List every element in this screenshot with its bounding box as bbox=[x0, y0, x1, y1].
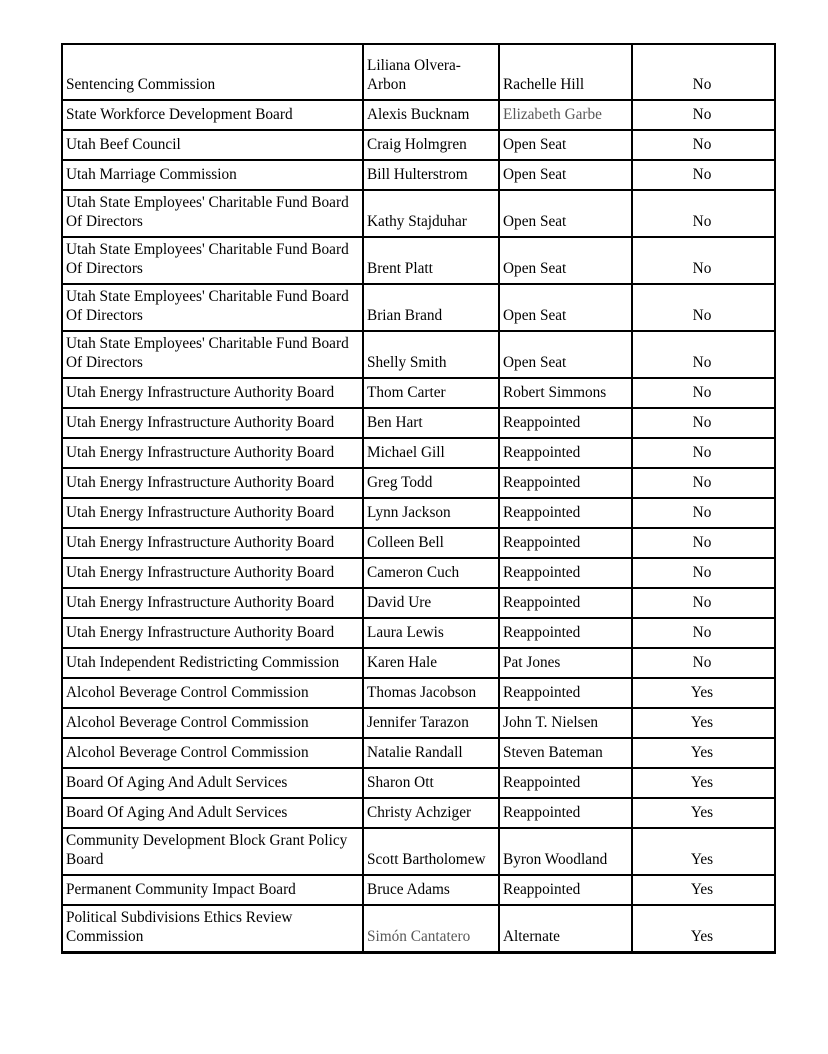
confirmation-cell bbox=[632, 160, 775, 190]
appointee-cell bbox=[363, 160, 499, 190]
replaces-cell bbox=[499, 648, 632, 678]
table-row bbox=[62, 588, 775, 618]
appointee-cell-text: Michael Gill bbox=[367, 444, 445, 461]
replaces-cell-text: Reappointed bbox=[503, 534, 581, 551]
board-cell-text: Utah Energy Infrastructure Authority Board bbox=[66, 624, 335, 641]
board-cell-text: Community Development Block Grant Policy Board bbox=[66, 832, 348, 868]
appointments-table-body bbox=[62, 44, 775, 953]
appointee-cell-text: Bruce Adams bbox=[367, 881, 450, 898]
replaces-cell-text: Reappointed bbox=[503, 414, 581, 431]
replaces-cell bbox=[499, 468, 632, 498]
confirmation-cell bbox=[632, 875, 775, 905]
replaces-cell-text: Open Seat bbox=[503, 136, 567, 153]
replaces-cell bbox=[499, 160, 632, 190]
board-cell-text: Board Of Aging And Adult Services bbox=[66, 804, 288, 821]
appointee-cell-text: Kathy Stajduhar bbox=[367, 213, 467, 230]
replaces-cell-text: Open Seat bbox=[503, 213, 567, 230]
appointee-cell-text: Simón Cantatero bbox=[367, 928, 471, 945]
table-row bbox=[62, 378, 775, 408]
table-row bbox=[62, 875, 775, 905]
board-cell-text: Alcohol Beverage Control Commission bbox=[66, 714, 309, 731]
board-cell-text: Utah Energy Infrastructure Authority Board bbox=[66, 594, 335, 611]
appointee-cell bbox=[363, 618, 499, 648]
board-cell bbox=[62, 44, 363, 100]
table-row bbox=[62, 130, 775, 160]
board-cell bbox=[62, 438, 363, 468]
confirmation-cell bbox=[632, 378, 775, 408]
board-cell-text: Utah Energy Infrastructure Authority Board bbox=[66, 414, 335, 431]
replaces-cell bbox=[499, 438, 632, 468]
board-cell bbox=[62, 648, 363, 678]
confirmation-cell bbox=[632, 408, 775, 438]
confirmation-cell-text: No bbox=[692, 504, 712, 521]
board-cell-text: Alcohol Beverage Control Commission bbox=[66, 744, 309, 761]
confirmation-cell-text: Yes bbox=[690, 744, 714, 761]
replaces-cell-text: Open Seat bbox=[503, 354, 567, 371]
appointee-cell bbox=[363, 875, 499, 905]
replaces-cell bbox=[499, 100, 632, 130]
confirmation-cell bbox=[632, 738, 775, 768]
confirmation-cell bbox=[632, 588, 775, 618]
replaces-cell-text: Open Seat bbox=[503, 307, 567, 324]
confirmation-cell-text: No bbox=[692, 624, 712, 641]
confirmation-cell-text: Yes bbox=[690, 774, 714, 791]
confirmation-cell-text: No bbox=[692, 213, 712, 230]
replaces-cell-text: Pat Jones bbox=[503, 654, 561, 671]
replaces-cell-text: Steven Bateman bbox=[503, 744, 603, 761]
appointee-cell-text: Alexis Bucknam bbox=[367, 106, 470, 123]
board-cell-text: State Workforce Development Board bbox=[66, 106, 293, 123]
table-row bbox=[62, 558, 775, 588]
board-cell-text: Utah Energy Infrastructure Authority Board bbox=[66, 534, 335, 551]
appointee-cell-text: Shelly Smith bbox=[367, 354, 447, 371]
appointee-cell bbox=[363, 558, 499, 588]
board-cell-text: Utah Independent Redistricting Commission bbox=[66, 654, 340, 671]
replaces-cell bbox=[499, 408, 632, 438]
appointee-cell-text: Christy Achziger bbox=[367, 804, 472, 821]
replaces-cell-text: Robert Simmons bbox=[503, 384, 607, 401]
confirmation-cell bbox=[632, 498, 775, 528]
confirmation-cell-text: No bbox=[692, 106, 712, 123]
appointee-cell-text: Laura Lewis bbox=[367, 624, 444, 641]
confirmation-cell bbox=[632, 190, 775, 237]
appointee-cell-text: David Ure bbox=[367, 594, 432, 611]
replaces-cell bbox=[499, 768, 632, 798]
appointee-cell-text: Craig Holmgren bbox=[367, 136, 467, 153]
confirmation-cell-text: No bbox=[692, 166, 712, 183]
replaces-cell bbox=[499, 44, 632, 100]
board-cell-text: Utah Marriage Commission bbox=[66, 166, 237, 183]
replaces-cell-text: Reappointed bbox=[503, 564, 581, 581]
appointee-cell bbox=[363, 331, 499, 378]
confirmation-cell bbox=[632, 828, 775, 875]
board-cell-text: Utah State Employees' Charitable Fund Board Of Directors bbox=[66, 288, 349, 324]
board-cell-text: Utah State Employees' Charitable Fund Board Of Directors bbox=[66, 335, 349, 371]
board-cell bbox=[62, 331, 363, 378]
appointee-cell-text: Sharon Ott bbox=[367, 774, 434, 791]
appointee-cell bbox=[363, 678, 499, 708]
replaces-cell bbox=[499, 284, 632, 331]
board-cell bbox=[62, 237, 363, 284]
appointee-cell-text: Brian Brand bbox=[367, 307, 443, 324]
board-cell-text: Sentencing Commission bbox=[66, 76, 216, 93]
appointee-cell bbox=[363, 237, 499, 284]
confirmation-cell-text: Yes bbox=[690, 714, 714, 731]
replaces-cell bbox=[499, 498, 632, 528]
replaces-cell bbox=[499, 875, 632, 905]
confirmation-cell bbox=[632, 331, 775, 378]
replaces-cell bbox=[499, 618, 632, 648]
table-row bbox=[62, 798, 775, 828]
replaces-cell-text: Reappointed bbox=[503, 624, 581, 641]
table-row bbox=[62, 618, 775, 648]
appointee-cell bbox=[363, 798, 499, 828]
table-row bbox=[62, 738, 775, 768]
table-row bbox=[62, 331, 775, 378]
replaces-cell bbox=[499, 558, 632, 588]
replaces-cell bbox=[499, 708, 632, 738]
confirmation-cell bbox=[632, 468, 775, 498]
appointee-cell-text: Natalie Randall bbox=[367, 744, 463, 761]
replaces-cell bbox=[499, 905, 632, 953]
appointee-cell-text: Thom Carter bbox=[367, 384, 446, 401]
table-row bbox=[62, 828, 775, 875]
table-row bbox=[62, 160, 775, 190]
board-cell-text: Utah Energy Infrastructure Authority Board bbox=[66, 474, 335, 491]
replaces-cell-text: Byron Woodland bbox=[503, 851, 608, 868]
replaces-cell bbox=[499, 798, 632, 828]
appointee-cell bbox=[363, 130, 499, 160]
confirmation-cell bbox=[632, 284, 775, 331]
table-row bbox=[62, 408, 775, 438]
board-cell bbox=[62, 284, 363, 331]
board-cell-text: Utah Energy Infrastructure Authority Board bbox=[66, 444, 335, 461]
table-row bbox=[62, 284, 775, 331]
appointee-cell bbox=[363, 708, 499, 738]
appointee-cell-text: Karen Hale bbox=[367, 654, 438, 671]
replaces-cell bbox=[499, 828, 632, 875]
board-cell bbox=[62, 160, 363, 190]
board-cell bbox=[62, 468, 363, 498]
board-cell bbox=[62, 408, 363, 438]
appointee-cell bbox=[363, 498, 499, 528]
replaces-cell-text: Open Seat bbox=[503, 166, 567, 183]
table-row bbox=[62, 44, 775, 100]
board-cell-text: Alcohol Beverage Control Commission bbox=[66, 684, 309, 701]
confirmation-cell bbox=[632, 44, 775, 100]
confirmation-cell bbox=[632, 618, 775, 648]
replaces-cell bbox=[499, 528, 632, 558]
confirmation-cell-text: No bbox=[692, 136, 712, 153]
board-cell bbox=[62, 798, 363, 828]
board-cell bbox=[62, 678, 363, 708]
appointee-cell bbox=[363, 905, 499, 953]
board-cell-text: Permanent Community Impact Board bbox=[66, 881, 296, 898]
appointee-cell bbox=[363, 648, 499, 678]
confirmation-cell bbox=[632, 648, 775, 678]
board-cell bbox=[62, 738, 363, 768]
appointee-cell-text: Brent Platt bbox=[367, 260, 433, 277]
replaces-cell bbox=[499, 588, 632, 618]
confirmation-cell bbox=[632, 100, 775, 130]
board-cell-text: Board Of Aging And Adult Services bbox=[66, 774, 288, 791]
replaces-cell-text: Reappointed bbox=[503, 881, 581, 898]
appointee-cell bbox=[363, 378, 499, 408]
confirmation-cell bbox=[632, 905, 775, 953]
board-cell bbox=[62, 558, 363, 588]
replaces-cell-text: Reappointed bbox=[503, 474, 581, 491]
table-row bbox=[62, 708, 775, 738]
confirmation-cell-text: No bbox=[692, 414, 712, 431]
replaces-cell bbox=[499, 130, 632, 160]
appointee-cell bbox=[363, 44, 499, 100]
confirmation-cell-text: No bbox=[692, 76, 712, 93]
appointee-cell-text: Liliana Olvera-Arbon bbox=[367, 57, 461, 93]
board-cell-text: Utah State Employees' Charitable Fund Board Of Directors bbox=[66, 194, 349, 230]
board-cell bbox=[62, 190, 363, 237]
confirmation-cell-text: Yes bbox=[690, 928, 714, 945]
confirmation-cell bbox=[632, 237, 775, 284]
appointee-cell-text: Cameron Cuch bbox=[367, 564, 460, 581]
table-row bbox=[62, 905, 775, 953]
replaces-cell-text: Elizabeth Garbe bbox=[503, 106, 602, 123]
appointee-cell bbox=[363, 468, 499, 498]
replaces-cell-text: Reappointed bbox=[503, 684, 581, 701]
appointee-cell bbox=[363, 408, 499, 438]
confirmation-cell-text: No bbox=[692, 444, 712, 461]
confirmation-cell bbox=[632, 130, 775, 160]
replaces-cell bbox=[499, 378, 632, 408]
replaces-cell bbox=[499, 738, 632, 768]
appointments-table bbox=[61, 43, 776, 954]
table-row bbox=[62, 498, 775, 528]
confirmation-cell-text: No bbox=[692, 260, 712, 277]
replaces-cell bbox=[499, 331, 632, 378]
replaces-cell-text: John T. Nielsen bbox=[503, 714, 599, 731]
table-row bbox=[62, 648, 775, 678]
board-cell bbox=[62, 130, 363, 160]
table-row bbox=[62, 438, 775, 468]
board-cell-text: Utah Beef Council bbox=[66, 136, 181, 153]
replaces-cell-text: Reappointed bbox=[503, 444, 581, 461]
appointee-cell bbox=[363, 190, 499, 237]
confirmation-cell-text: No bbox=[692, 564, 712, 581]
appointee-cell bbox=[363, 828, 499, 875]
appointee-cell bbox=[363, 438, 499, 468]
table-row bbox=[62, 768, 775, 798]
replaces-cell bbox=[499, 678, 632, 708]
board-cell-text: Utah Energy Infrastructure Authority Board bbox=[66, 564, 335, 581]
appointee-cell-text: Jennifer Tarazon bbox=[367, 714, 469, 731]
confirmation-cell bbox=[632, 528, 775, 558]
confirmation-cell-text: No bbox=[692, 384, 712, 401]
appointee-cell-text: Greg Todd bbox=[367, 474, 433, 491]
confirmation-cell-text: Yes bbox=[690, 851, 714, 868]
table-row bbox=[62, 678, 775, 708]
board-cell bbox=[62, 378, 363, 408]
confirmation-cell-text: No bbox=[692, 307, 712, 324]
board-cell-text: Utah State Employees' Charitable Fund Board Of Directors bbox=[66, 241, 349, 277]
replaces-cell-text: Open Seat bbox=[503, 260, 567, 277]
replaces-cell bbox=[499, 237, 632, 284]
board-cell bbox=[62, 588, 363, 618]
confirmation-cell-text: Yes bbox=[690, 684, 714, 701]
appointee-cell-text: Lynn Jackson bbox=[367, 504, 451, 521]
appointee-cell-text: Bill Hulterstrom bbox=[367, 166, 468, 183]
board-cell bbox=[62, 828, 363, 875]
board-cell bbox=[62, 875, 363, 905]
board-cell bbox=[62, 708, 363, 738]
appointee-cell-text: Colleen Bell bbox=[367, 534, 444, 551]
board-cell bbox=[62, 498, 363, 528]
replaces-cell bbox=[499, 190, 632, 237]
confirmation-cell bbox=[632, 438, 775, 468]
confirmation-cell-text: No bbox=[692, 534, 712, 551]
board-cell bbox=[62, 618, 363, 648]
table-row bbox=[62, 190, 775, 237]
board-cell bbox=[62, 768, 363, 798]
confirmation-cell-text: No bbox=[692, 354, 712, 371]
board-cell-text: Utah Energy Infrastructure Authority Board bbox=[66, 384, 335, 401]
replaces-cell-text: Reappointed bbox=[503, 804, 581, 821]
confirmation-cell-text: No bbox=[692, 594, 712, 611]
board-cell bbox=[62, 528, 363, 558]
confirmation-cell bbox=[632, 678, 775, 708]
appointee-cell bbox=[363, 738, 499, 768]
board-cell bbox=[62, 905, 363, 953]
appointee-cell-text: Ben Hart bbox=[367, 414, 423, 431]
confirmation-cell-text: No bbox=[692, 474, 712, 491]
table-row bbox=[62, 100, 775, 130]
replaces-cell-text: Reappointed bbox=[503, 774, 581, 791]
board-cell-text: Utah Energy Infrastructure Authority Board bbox=[66, 504, 335, 521]
appointee-cell-text: Thomas Jacobson bbox=[367, 684, 477, 701]
board-cell-text: Political Subdivisions Ethics Review Commission bbox=[66, 909, 293, 945]
confirmation-cell-text: No bbox=[692, 654, 712, 671]
replaces-cell-text: Alternate bbox=[503, 928, 560, 945]
confirmation-cell bbox=[632, 768, 775, 798]
appointee-cell bbox=[363, 284, 499, 331]
appointee-cell bbox=[363, 100, 499, 130]
table-row bbox=[62, 468, 775, 498]
board-cell bbox=[62, 100, 363, 130]
table-row bbox=[62, 237, 775, 284]
confirmation-cell bbox=[632, 708, 775, 738]
appointee-cell bbox=[363, 528, 499, 558]
confirmation-cell-text: Yes bbox=[690, 881, 714, 898]
confirmation-cell bbox=[632, 558, 775, 588]
replaces-cell-text: Reappointed bbox=[503, 594, 581, 611]
confirmation-cell-text: Yes bbox=[690, 804, 714, 821]
appointee-cell bbox=[363, 768, 499, 798]
confirmation-cell bbox=[632, 798, 775, 828]
replaces-cell-text: Reappointed bbox=[503, 504, 581, 521]
appointee-cell-text: Scott Bartholomew bbox=[367, 851, 486, 868]
appointee-cell bbox=[363, 588, 499, 618]
replaces-cell-text: Rachelle Hill bbox=[503, 76, 585, 93]
table-row bbox=[62, 528, 775, 558]
